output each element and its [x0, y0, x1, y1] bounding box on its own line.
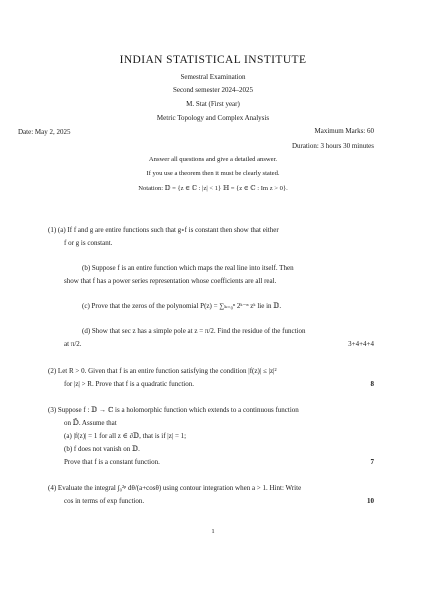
q4-line-1: (4) Evaluate the integral ∫₀²ᵖ dθ/(a+cosθ) using contour integration when a > 1. Hint: Write	[48, 484, 302, 492]
q4-line-2: cos in terms of exp function.	[64, 497, 145, 505]
q1d-line-2: at π/2.	[64, 340, 82, 348]
instruction-line-2: If you use a theorem then it must be clearly stated.	[146, 170, 280, 177]
q1d-line-1: (d) Show that sec z has a simple pole at z = π/2. Find the residue of the function	[82, 327, 306, 335]
q3-condition-a: (a) |f(z)| = 1 for all z ∈ ∂𝔻, that is if |z| = 1;	[64, 432, 187, 440]
instruction-line-1: Answer all questions and give a detailed answer.	[148, 156, 278, 163]
q3-line-1: (3) Suppose f : 𝔻 → ℂ is a holomorphic function which extends to a continuous function	[48, 406, 299, 414]
institute-title: INDIAN STATISTICAL INSTITUTE	[119, 54, 307, 66]
duration: Duration: 3 hours 30 minutes	[291, 142, 374, 150]
exam-type: Semestral Examination	[180, 73, 246, 81]
q1-marks: 3+4+4+4	[348, 340, 374, 348]
q1a-line-1: (1) (a) If f and g are entire functions such that g∘f is constant then show that either	[48, 226, 279, 234]
program: M. Stat (First year)	[186, 100, 240, 108]
q1b-line-2: show that f has a power series representation whose coefficients are all real.	[64, 277, 277, 285]
q1a-line-2: f or g is constant.	[64, 239, 113, 247]
q2-marks: 8	[370, 380, 374, 388]
semester: Second semester 2024–2025	[172, 86, 254, 94]
q2-line-2: for |z| > R. Prove that f is a quadratic function.	[64, 380, 194, 388]
page-number: 1	[211, 528, 215, 535]
course-title: Metric Topology and Complex Analysis	[156, 114, 270, 122]
max-marks: Maximum Marks: 60	[314, 127, 374, 135]
q1c: (c) Prove that the zeros of the polynomial P(z) = ∑ₖ₌₀ⁿ 2ᵏ⁻ⁿ zᵏ lie in 𝔻.	[82, 302, 282, 310]
q3-condition-b: (b) f does not vanish on 𝔻.	[64, 445, 140, 453]
q4-marks: 10	[367, 497, 374, 505]
q2-line-1: (2) Let R > 0. Given that f is an entire function satisfying the condition |f(z)| ≤ |z|²	[48, 367, 277, 375]
q1b-line-1: (b) Suppose f is an entire function which maps the real line into itself. Then	[82, 264, 294, 272]
q3-line-2: on 𝔻̄. Assume that	[64, 419, 117, 427]
notation: Notation: 𝔻 = {z ∈ ℂ : |z| < 1} ℍ = {z ∈ ℂ : Im z > 0}.	[138, 185, 288, 192]
q3-marks: 7	[370, 458, 374, 466]
q3-conclusion: Prove that f is a constant function.	[64, 458, 160, 466]
exam-date: Date: May 2, 2025	[18, 128, 71, 136]
